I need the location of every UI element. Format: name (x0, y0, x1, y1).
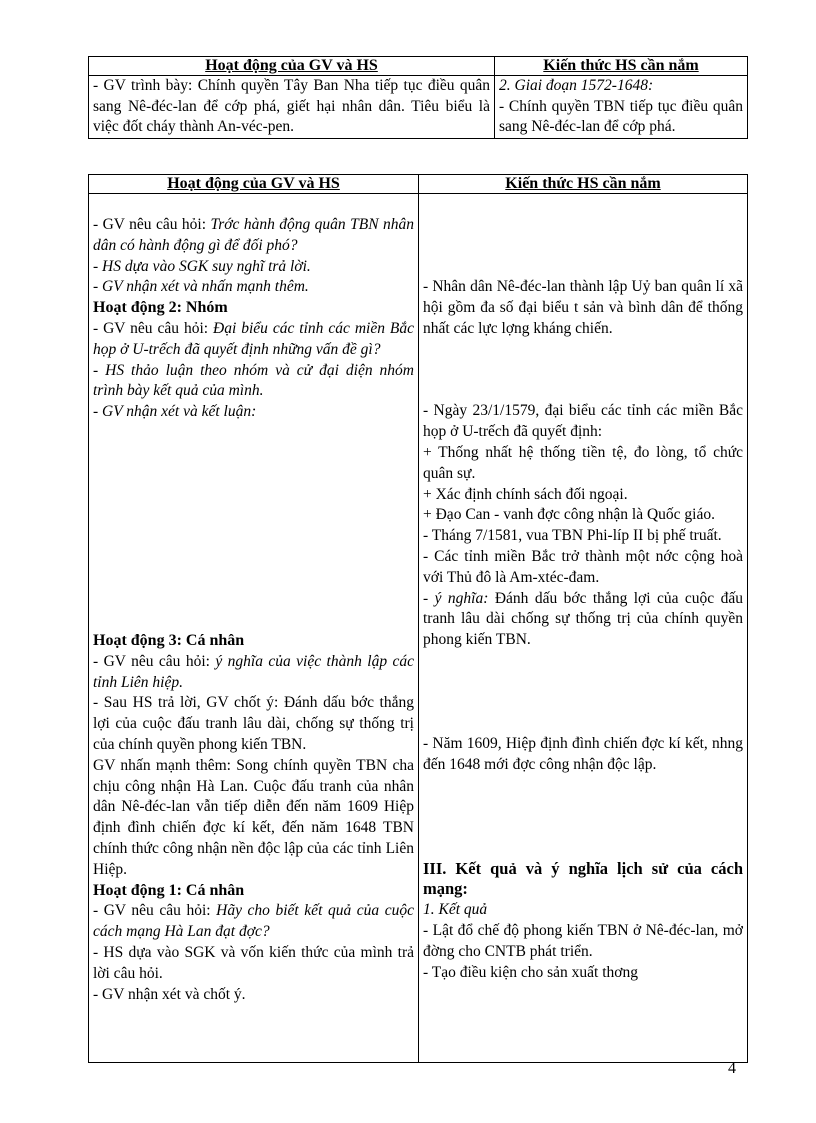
knowledge-item-2: - Ngày 23/1/1579, đại biểu các tỉnh các miền Bắc họp ở U-trếch đã quyết định: (423, 402, 743, 441)
activity-2-title: Hoạt động 2: Nhóm (93, 299, 228, 317)
knowledge-item-3: + Thống nhất hệ thống tiền tệ, đo lòng, tổ chức quân sự. (423, 443, 743, 482)
activity-question-10: - GV nêu câu hỏi: Hãy cho biết kết quả của cuộc cách mạng Hà Lan đạt đợc? (93, 902, 414, 941)
table1-activities-cell (89, 76, 495, 139)
table2-header-activities: Hoạt động của GV và HS (89, 175, 419, 194)
summary-table (88, 56, 748, 139)
activity-1-title: Hoạt động 1: Cá nhân (93, 881, 245, 899)
table2-activities-column (89, 194, 419, 1063)
knowledge-item-13: - Tạo điều kiện cho sản xuất thơng (423, 963, 638, 981)
section-3-heading: III. Kết quả và ý nghĩa lịch sử của cách mạng: (423, 858, 743, 899)
table2-knowledge-column (419, 194, 748, 1063)
activity-note-11: - HS dựa vào SGK và vốn kiến thức của mình trả lời câu hỏi. (93, 943, 414, 982)
table1-right-heading: 2. Giai đoạn 1572-1648: (499, 77, 654, 94)
subsection-1-heading: 1. Kết quả (423, 901, 488, 919)
activity-note-9: GV nhấn mạnh thêm: Song chính quyền TBN cha chịu công nhận Hà Lan. Cuộc đấu tranh của nhân dân Nê-đéc-lan vẫn tiếp diễn đến năm 1609 Hiệp định đình chiến đợc kí kết, đến năm 1648 TBN chính thức công nhận nền độc lập của các tỉnh Liên Hiệp. (93, 756, 414, 878)
activity-note-6: - GV nhận xét và kết luận: (93, 403, 257, 421)
knowledge-item-9: - Năm 1609, Hiệp định đình chiến đợc kí kết, nhng đến 1648 mới đợc công nhận độc lập. (423, 734, 743, 773)
activity-note-5: - HS thảo luận theo nhóm và cử đại diện nhóm trình bày kết quả của mình. (93, 361, 414, 400)
page-number: 4 (728, 1060, 736, 1077)
activity-question-7: - GV nêu câu hỏi: ý nghĩa của việc thành lập các tỉnh Liên hiệp. (93, 652, 414, 691)
activity-question-4: - GV nêu câu hỏi: Đại biểu các tỉnh các miền Bắc họp ở U-trếch đã quyết định những vấn đề gì? (93, 319, 414, 358)
table1-right-text: - Chính quyền TBN tiếp tục điều quân sang Nê-đéc-lan để cớp phá. (499, 97, 743, 136)
table1-header-knowledge: Kiến thức HS cần nắm (495, 57, 748, 76)
knowledge-item-12: - Lật đổ chế độ phong kiến TBN ở Nê-đéc-lan, mở đờng cho CNTB phát triển. (423, 921, 743, 960)
knowledge-item-8: - ý nghĩa: Đánh dấu bớc thắng lợi của cuộc đấu tranh lâu dài chống sự thống trị của chính quyền phong kiến TBN. (423, 589, 743, 649)
activity-note-12: - GV nhận xét và chốt ý. (93, 985, 246, 1003)
knowledge-item-1: - Nhân dân Nê-đéc-lan thành lập Uỷ ban quân lí xã hội gồm đa số đại biểu t sản và bình dân để thống nhất các lực lợng kháng chiến. (423, 278, 743, 337)
table2-header-knowledge: Kiến thức HS cần nắm (419, 175, 748, 194)
activity-3-title: Hoạt động 3: Cá nhân (93, 631, 245, 649)
knowledge-item-6: - Tháng 7/1581, vua TBN Phi-líp II bị phế truất. (423, 527, 722, 545)
knowledge-item-5: + Đạo Can - vanh đợc công nhận là Quốc giáo. (423, 506, 715, 524)
activity-note-8: - Sau HS trả lời, GV chốt ý: Đánh dấu bớc thắng lợi của cuộc đấu tranh lâu dài, chống sự thống trị của chính quyền phong kiến TBN. (93, 694, 414, 753)
table1-header-activities: Hoạt động của GV và HS (89, 57, 495, 76)
knowledge-item-4: + Xác định chính sách đối ngoại. (423, 485, 628, 503)
knowledge-item-7: - Các tỉnh miền Bắc trở thành một nớc cộng hoà với Thủ đô là Am-xtéc-đam. (423, 547, 743, 586)
activity-note-2: - HS dựa vào SGK suy nghĩ trả lời. (93, 257, 311, 275)
table1-knowledge-cell (495, 76, 748, 139)
activity-question-1: - GV nêu câu hỏi: Trớc hành động quân TBN nhân dân có hành động gì để đối phó? (93, 216, 414, 254)
activity-note-3: - GV nhận xét và nhấn mạnh thêm. (93, 278, 309, 296)
table1-left-text: - GV trình bày: Chính quyền Tây Ban Nha tiếp tục điều quân sang Nê-đéc-lan để cớp phá, giết hại nhân dân. Tiêu biểu là việc đốt cháy thành An-véc-pen. (93, 77, 490, 136)
lesson-table (88, 174, 748, 1063)
